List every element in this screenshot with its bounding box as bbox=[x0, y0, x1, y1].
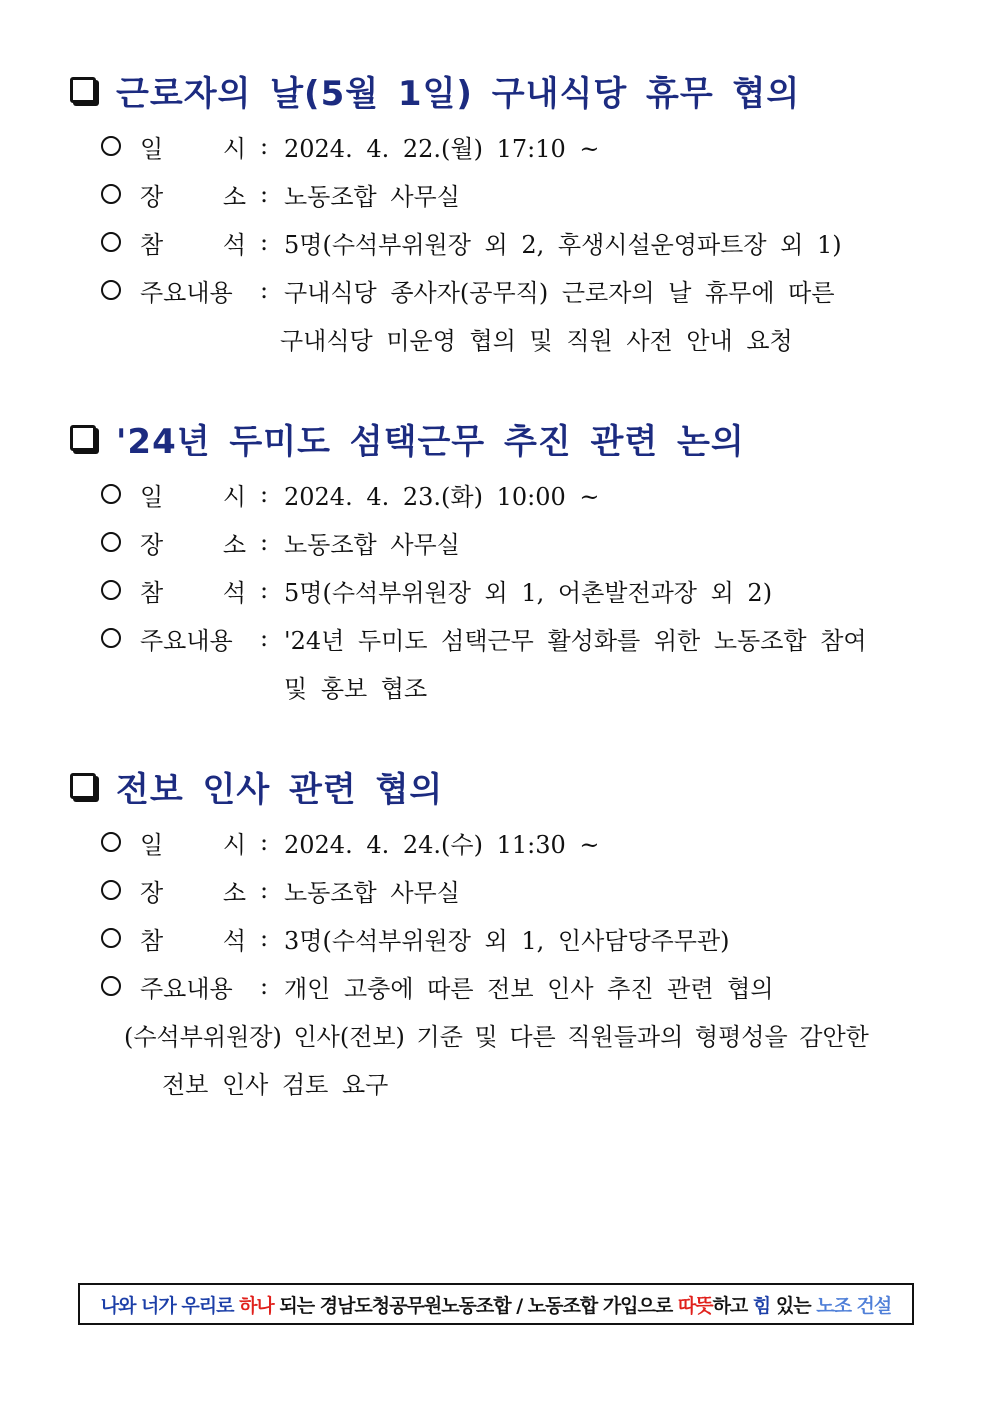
section-title: 근로자의 날(5월 1일) 구내식당 휴무 협의 bbox=[116, 73, 801, 114]
label-place bbox=[140, 525, 246, 560]
label-datetime bbox=[140, 477, 246, 512]
value-place: 노동조합 사무실 bbox=[284, 878, 460, 907]
colon: : bbox=[260, 876, 269, 904]
label-part: 장 bbox=[140, 878, 164, 907]
circle-bullet-icon bbox=[100, 975, 122, 997]
slogan-highlight-blue: 힘 bbox=[752, 1294, 771, 1317]
label-datetime bbox=[140, 825, 246, 860]
label-part: 소 bbox=[222, 878, 246, 907]
circle-bullet-icon bbox=[100, 831, 122, 853]
checkbox-square-icon bbox=[70, 77, 96, 103]
label-part: 석 bbox=[222, 230, 246, 259]
value-content-line3: 전보 인사 검토 요구 bbox=[162, 1070, 389, 1099]
label-part: 시 bbox=[222, 830, 246, 859]
label-part: 석 bbox=[222, 926, 246, 955]
section-2-heading bbox=[70, 416, 745, 460]
value-attendees: 3명(수석부위원장 외 1, 인사담당주무관) bbox=[284, 926, 730, 955]
row-place bbox=[100, 525, 460, 559]
label-attendees bbox=[140, 573, 246, 608]
value-content-line2: 및 홍보 협조 bbox=[284, 674, 428, 703]
colon: : bbox=[260, 528, 269, 556]
label-part: 장 bbox=[140, 182, 164, 211]
circle-bullet-icon bbox=[100, 279, 122, 301]
label-part: 장 bbox=[140, 530, 164, 559]
label-place bbox=[140, 873, 246, 908]
label-place bbox=[140, 177, 246, 212]
circle-bullet-icon bbox=[100, 231, 122, 253]
colon: : bbox=[260, 576, 269, 604]
slogan-part: 나와 너가 우리로 bbox=[100, 1294, 240, 1317]
label-part: 일 bbox=[140, 482, 164, 511]
circle-bullet-icon bbox=[100, 135, 122, 157]
row-datetime bbox=[100, 825, 599, 859]
value-datetime: 2024. 4. 23.(화) 10:00 ~ bbox=[284, 482, 600, 511]
label-part: 석 bbox=[222, 578, 246, 607]
value-place: 노동조합 사무실 bbox=[284, 182, 460, 211]
row-attendees bbox=[100, 573, 772, 607]
label-content: 주요내용 bbox=[140, 626, 233, 655]
slogan-part: 되는 경남도청공무원노동조합 / 노동조합 가입으로 bbox=[273, 1294, 678, 1317]
colon: : bbox=[260, 132, 269, 160]
label-attendees bbox=[140, 921, 246, 956]
checkbox-square-icon bbox=[70, 773, 96, 799]
value-place: 노동조합 사무실 bbox=[284, 530, 460, 559]
label-part: 시 bbox=[222, 482, 246, 511]
row-place bbox=[100, 873, 460, 907]
section-3-heading bbox=[70, 764, 443, 808]
value-datetime: 2024. 4. 24.(수) 11:30 ~ bbox=[284, 830, 600, 859]
row-content bbox=[100, 621, 867, 655]
value-content-line2: 구내식당 미운영 협의 및 직원 사전 안내 요청 bbox=[280, 326, 793, 355]
section-title: '24년 두미도 섬택근무 추진 관련 논의 bbox=[116, 421, 745, 462]
row-place bbox=[100, 177, 460, 211]
colon: : bbox=[260, 924, 269, 952]
label-part: 시 bbox=[222, 134, 246, 163]
colon: : bbox=[260, 276, 269, 304]
row-attendees bbox=[100, 921, 730, 955]
value-content-line1: 구내식당 종사자(공무직) 근로자의 날 휴무에 따른 bbox=[284, 278, 835, 307]
circle-bullet-icon bbox=[100, 927, 122, 949]
circle-bullet-icon bbox=[100, 879, 122, 901]
colon: : bbox=[260, 480, 269, 508]
circle-bullet-icon bbox=[100, 627, 122, 649]
label-attendees bbox=[140, 225, 246, 260]
value-content-line2: (수석부위원장) 인사(전보) 기준 및 다른 직원들과의 형평성을 감안한 bbox=[124, 1022, 869, 1051]
colon: : bbox=[260, 972, 269, 1000]
row-attendees bbox=[100, 225, 842, 259]
circle-bullet-icon bbox=[100, 531, 122, 553]
slogan-part: 하고 bbox=[712, 1294, 753, 1317]
section-1-heading bbox=[70, 68, 800, 112]
label-part: 참 bbox=[140, 578, 164, 607]
value-attendees: 5명(수석부위원장 외 1, 어촌발전과장 외 2) bbox=[284, 578, 773, 607]
slogan-highlight-red: 따뜻 bbox=[677, 1294, 713, 1317]
row-content bbox=[100, 273, 835, 307]
slogan-highlight-red: 하나 bbox=[239, 1294, 274, 1317]
label-part: 소 bbox=[222, 182, 246, 211]
label-content: 주요내용 bbox=[140, 974, 233, 1003]
label-datetime bbox=[140, 129, 246, 164]
colon: : bbox=[260, 180, 269, 208]
value-content-line1: '24년 두미도 섬택근무 활성화를 위한 노동조합 참여 bbox=[284, 626, 867, 655]
circle-bullet-icon bbox=[100, 183, 122, 205]
label-part: 소 bbox=[222, 530, 246, 559]
slogan-highlight-light: 노조 건설 bbox=[816, 1294, 892, 1317]
label-part: 참 bbox=[140, 230, 164, 259]
label-part: 일 bbox=[140, 134, 164, 163]
value-datetime: 2024. 4. 22.(월) 17:10 ~ bbox=[284, 134, 600, 163]
value-content-line1: 개인 고충에 따른 전보 인사 추진 관련 협의 bbox=[284, 974, 774, 1003]
row-datetime bbox=[100, 477, 599, 511]
colon: : bbox=[260, 228, 269, 256]
circle-bullet-icon bbox=[100, 483, 122, 505]
row-datetime bbox=[100, 129, 599, 163]
label-content: 주요내용 bbox=[140, 278, 233, 307]
section-title: 전보 인사 관련 협의 bbox=[116, 769, 444, 810]
slogan-part: 있는 bbox=[770, 1294, 817, 1317]
colon: : bbox=[260, 828, 269, 856]
label-part: 일 bbox=[140, 830, 164, 859]
label-part: 참 bbox=[140, 926, 164, 955]
colon: : bbox=[260, 624, 269, 652]
checkbox-square-icon bbox=[70, 425, 96, 451]
circle-bullet-icon bbox=[100, 579, 122, 601]
row-content bbox=[100, 969, 774, 1003]
value-attendees: 5명(수석부위원장 외 2, 후생시설운영파트장 외 1) bbox=[284, 230, 842, 259]
footer-slogan-box bbox=[78, 1283, 914, 1325]
